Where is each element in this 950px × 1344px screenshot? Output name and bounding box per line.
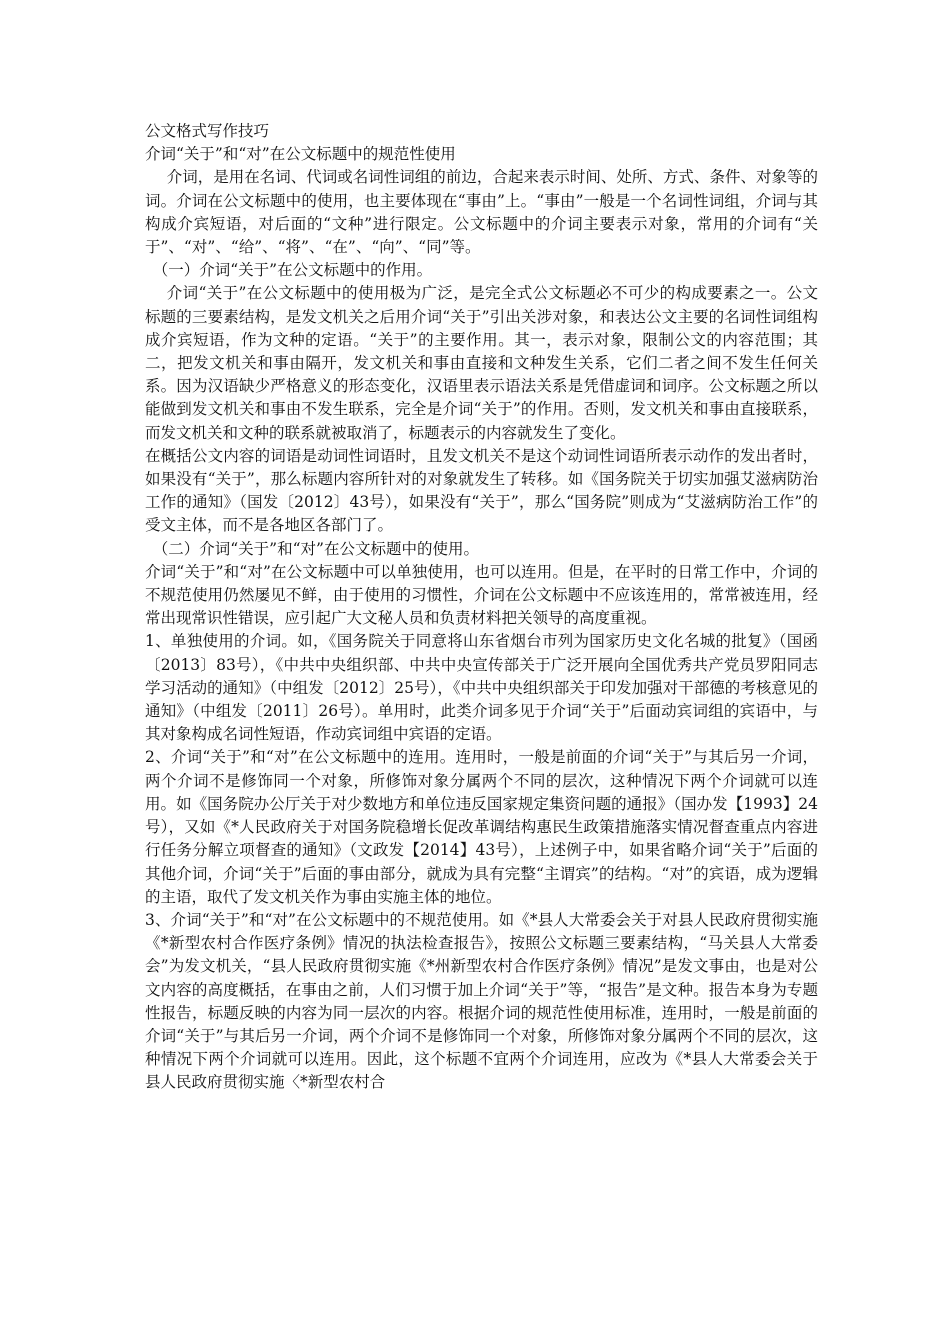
paragraph-combined-usage: 介词“关于”和“对”在公文标题中可以单独使用，也可以连用。但是，在平时的日常工作中，介词的不规范使用仍然屡见不鲜，由于使用的习惯性，介词在公文标题中不应该连用的，常常被连用，经常出现常识性错误，应引起广大文秘人员和负责材料把关领导的高度重视。: [145, 562, 818, 628]
paragraph-intro: 介词，是用在名词、代词或名词性词组的前边，合起来表示时间、处所、方式、条件、对象等的词。介词在公文标题中的使用，也主要体现在“事由”上。“事由”一般是一个名词性词组，介词与其构成介宾短语，对后面的“文种”进行限定。公文标题中的介词主要表示对象，常用的介词有“关于”、“对”、“给”、“将”、“在”、“向”、“同”等。: [145, 168, 818, 257]
paragraph-point-2: 2、介词“关于”和“对”在公文标题中的连用。连用时，一般是前面的介词“关于”与其后另一介词，两个介词不是修饰同一个对象，所修饰对象分属两个不同的层次，这种情况下两个介词就可以连用。如《国务院办公厅关于对少数地方和单位违反国家规定集资问题的通报》（国办发【1993】24号），又如《*人民政府关于对国务院稳增长促改革调结构惠民生政策措施落实情况督查重点内容进行任务分解立项督查的通知》（文政发【2014】43号），上述例子中，如果省略介词“关于”后面的其他介词，介词“关于”后面的事由部分，就成为具有完整“主谓宾”的结构。“对”的宾语，成为逻辑的主语，取代了发文机关作为事由实施主体的地位。: [145, 748, 818, 906]
document-title: 公文格式写作技巧: [145, 122, 270, 140]
section-heading-1: （一）介词“关于”在公文标题中的作用。: [152, 261, 433, 280]
paragraph-guanyu-usage: 介词“关于”在公文标题中的使用极为广泛，是完全式公文标题必不可少的构成要素之一。公文标题的三要素结构，是发文机关之后用介词“关于”引出关涉对象，和表达公文主要的名词性词组构成介宾短语，作为文种的定语。“关于”的主要作用。其一，表示对象，限制公文的内容范围；其二，把发文机关和事由隔开，发文机关和事由直接和文种发生关系，它们二者之间不发生任何关系。因为汉语缺少严格意义的形态变化，汉语里表示语法关系是凭借虚词和词序。公文标题之所以能做到发文机关和事由不发生联系，完全是介词“关于”的作用。否则，发文机关和事由直接联系，而发文机关和文种的联系就被取消了，标题表示的内容就发生了变化。: [145, 284, 818, 442]
section-heading-2: （二）介词“关于”和“对”在公文标题中的使用。: [152, 539, 479, 558]
paragraph-point-3: 3、介词“关于”和“对”在公文标题中的不规范使用。如《*县人大常委会关于对县人民政府贯彻实施《*新型农村合作医疗条例》情况的执法检查报告》，按照公文标题三要素结构，“马关县人大常委会”为发文机关，“县人民政府贯彻实施《*州新型农村合作医疗条例》情况”是发文事由，也是对公文内容的高度概括，在事由之前，人们习惯于加上介词“关于”等，“报告”是文种。报告本身为专题性报告，标题反映的内容为同一层次的内容。根据介词的规范性使用标准，连用时，一般是前面的介词“关于”与其后另一介词，两个介词不是修饰同一个对象，所修饰对象分属两个不同的层次，这种情况下两个介词就可以连用。因此，这个标题不宜两个介词连用，应改为《*县人大常委会关于县人民政府贯彻实施〈*新型农村合: [145, 910, 818, 1092]
paragraph-verb-phrase: 在概括公文内容的词语是动词性词语时，且发文机关不是这个动词性词语所表示动作的发出者时，如果没有“关于”，那么标题内容所针对的对象就发生了转移。如《国务院关于切实加强艾滋病防治工作的通知》（国发〔2012〕43号），如果没有“关于”，那么“国务院”则成为“艾滋病防治工作”的受文主体，而不是各地区各部门了。: [145, 446, 818, 535]
document-body: [145, 120, 818, 1095]
paragraph-point-1: 1、单独使用的介词。如，《国务院关于同意将山东省烟台市列为国家历史文化名城的批复》（国函〔2013〕83号），《中共中央组织部、中共中央宣传部关于广泛开展向全国优秀共产党员罗阳同志学习活动的通知》（中组发〔2012〕25号），《中共中央组织部关于印发加强对干部德的考核意见的通知》（中组发〔2011〕26号）。单用时，此类介词多见于介词“关于”后面动宾词组的宾语中，与其对象构成名词性短语，作动宾词组中宾语的定语。: [145, 632, 818, 744]
document-subtitle: 介词“关于”和“对”在公文标题中的规范性使用: [145, 145, 456, 164]
